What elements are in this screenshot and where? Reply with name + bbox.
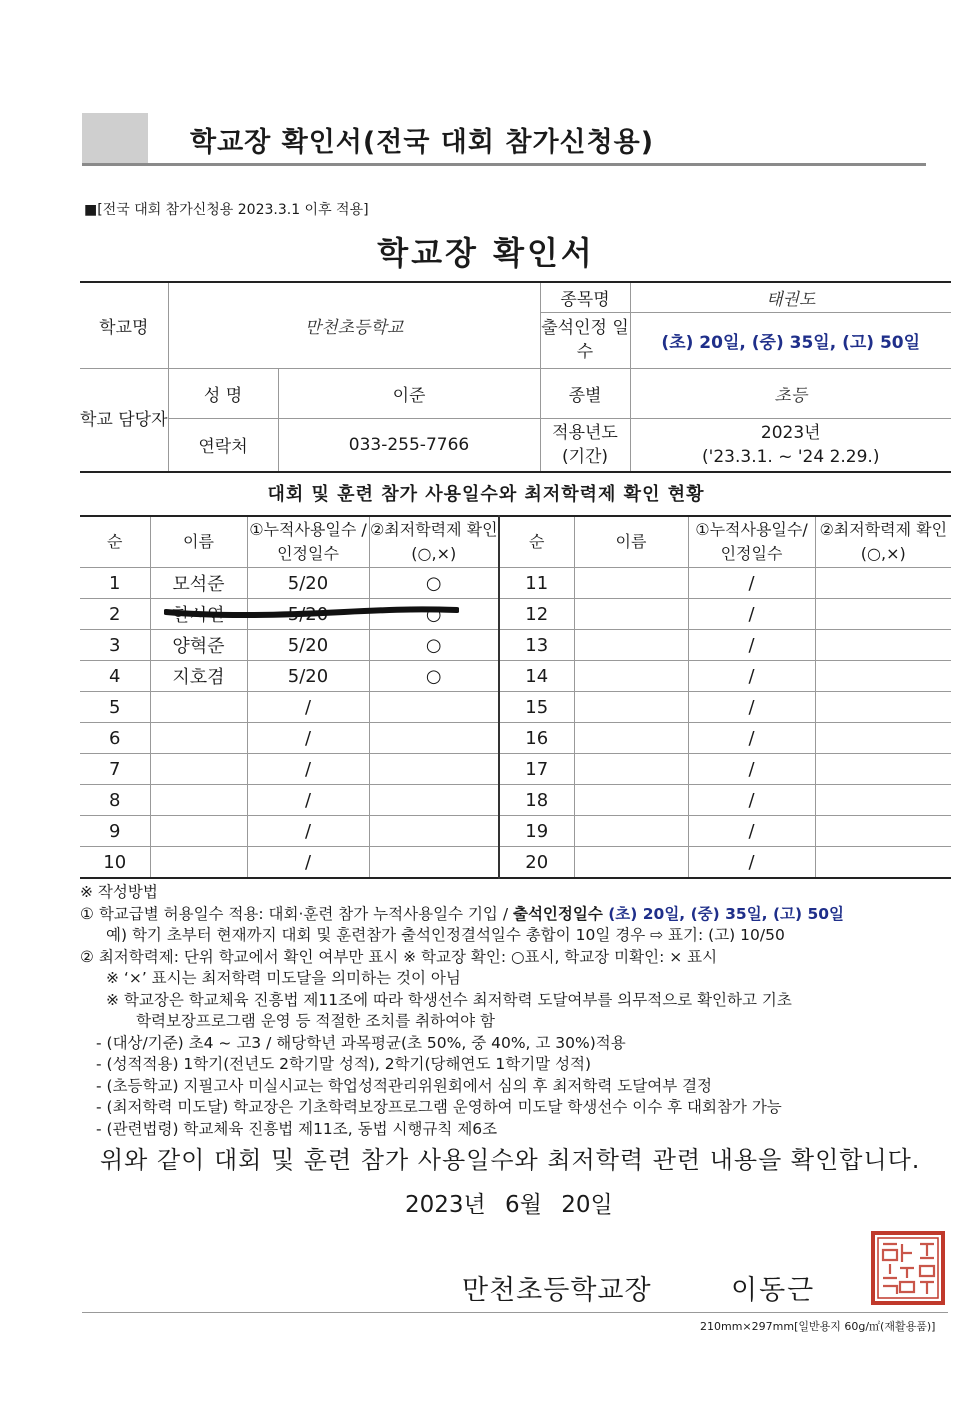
cell-check: ○ [369,599,499,630]
instructions [80,882,960,1140]
paper-spec: 210mm×297mm[일반용지 60g/㎡(재활용품)] [700,1320,936,1333]
cell-no-right: 20 [499,847,574,879]
table-row [80,568,951,599]
issue-date: 2023년 6월 20일 [405,1192,613,1218]
note-1-bold: 출석인정일수 [512,904,609,923]
cell-days-right: / [688,754,815,785]
note-1-blue: (초) 20일, (중) 35일, (고) 50일 [608,904,845,923]
cell-check-right [815,661,951,692]
table-row [80,847,951,879]
cell-check: ○ [369,630,499,661]
cell-no: 3 [80,630,150,661]
cell-days-right: / [688,599,815,630]
note-2-a: ※ ‘×’ 표시는 최저학력 미도달을 의미하는 것이 아님 [106,969,461,987]
cell-check [369,847,499,879]
cell-check [369,723,499,754]
cell-name: 모석준 [150,568,247,599]
note-1-text: ① 학교급별 허용일수 적용: 대회·훈련 참가 누적사용일수 기입 / [80,904,513,923]
cell-check [369,816,499,847]
cell-no: 4 [80,661,150,692]
name-value: 이준 [278,368,540,418]
detail-2: - (성적적용) 1학기(전년도 2학기말 성적), 2학기(당해연도 1학기말 성적) [96,1055,592,1073]
cell-days: / [247,692,369,723]
cell-check-right [815,754,951,785]
header-rule [82,163,926,166]
notes-title: ※ 작성방법 [80,883,158,901]
cell-name-right [574,630,688,661]
cell-name: 한시연 [150,599,247,630]
cell-check-right [815,816,951,847]
attend-value: (초) 20일, (중) 35일, (고) 50일 [630,312,951,368]
cell-days: / [247,847,369,879]
table-row [80,816,951,847]
cell-days-right: / [688,816,815,847]
cell-days: 5/20 [247,630,369,661]
cell-no-right: 15 [499,692,574,723]
table-row [80,692,951,723]
cell-name: 지호겸 [150,661,247,692]
cell-days-right: / [688,661,815,692]
cell-check-right [815,568,951,599]
document-title: 학교장 확인서 [377,234,595,272]
sport-label: 종목명 [540,282,630,312]
cell-days: 5/20 [247,661,369,692]
cell-name-right [574,692,688,723]
cell-no-right: 17 [499,754,574,785]
table-row [80,661,951,692]
school-label: 학교명 [80,282,168,368]
header-no: 순 [80,516,150,568]
cell-days: / [247,816,369,847]
sport-value: 태권도 [630,282,951,312]
table-row [80,630,951,661]
cell-name-right [574,816,688,847]
cell-check: ○ [369,568,499,599]
header-title: 학교장 확인서(전국 대회 참가신청용) [190,127,655,158]
cell-days: / [247,723,369,754]
school-head-title: 만천초등학교장 [462,1275,652,1306]
cell-name-right [574,785,688,816]
header-name-right: 이름 [574,516,688,568]
cell-no: 9 [80,816,150,847]
note-2-b: ※ 학교장은 학교체육 진흥법 제11조에 따라 학생선수 최저학력 도달여부를 의무적으로 확인하고 기초 [106,990,792,1009]
cell-no-right: 14 [499,661,574,692]
contact-value: 033-255-7766 [278,418,540,472]
header-check: ②최저학력제 확인(○,×) [369,516,499,568]
cell-check-right [815,723,951,754]
cell-days: 5/20 [247,599,369,630]
cell-days-right: / [688,723,815,754]
table-row [80,723,951,754]
cell-days-right: / [688,630,815,661]
confirmation-statement: 위와 같이 대회 및 훈련 참가 사용일수와 최저학력 관련 내용을 확인합니다. [100,1146,921,1174]
name-label: 성 명 [168,368,278,418]
header-name: 이름 [150,516,247,568]
note-2-b2: 학력보장프로그램 운영 등 적절한 조치를 취하여야 함 [136,1012,495,1030]
period-text: ('23.3.1. ~ '24 2.29.) [702,446,880,467]
info-table [80,281,951,473]
cell-check [369,692,499,723]
cell-name [150,692,247,723]
cell-no-right: 11 [499,568,574,599]
year-text: 2023년 [760,422,821,443]
cell-check: ○ [369,661,499,692]
note-2: ② 최저학력제: 단위 학교에서 확인 여부만 표시 ※ 학교장 확인: ○표시, 학교장 미확인: × 표시 [80,947,718,966]
section-title: 대회 및 훈련 참가 사용일수와 최저학력제 확인 현황 [267,484,705,505]
header-days: ①누적사용일수 /인정일수 [247,516,369,568]
cell-days: / [247,785,369,816]
header-days-right: ①누적사용일수/ 인정일수 [688,516,815,568]
cell-name [150,723,247,754]
official-seal-icon [870,1230,946,1306]
cell-no: 5 [80,692,150,723]
cell-name [150,754,247,785]
cell-days-right: / [688,847,815,879]
header-gray-box [82,113,148,163]
cell-name-right [574,568,688,599]
detail-1: - (대상/기준) 초4 ~ 고3 / 해당학년 과목평균(초 50%, 중 40%, 고 30%)적용 [96,1033,626,1052]
cell-name-right [574,723,688,754]
detail-5: - (관련법령) 학교체육 진흥법 제11조, 동법 시행규칙 제6조 [96,1119,498,1138]
note-1-example: 예) 학기 초부터 현재까지 대회 및 훈련참가 출석인정결석일수 총합이 10일 경우 ⇨ 표기: (고) 10/50 [106,926,785,944]
cell-days-right: / [688,785,815,816]
type-label: 종별 [540,368,630,418]
manager-label: 학교 담당자 [80,368,168,472]
type-value: 초등 [630,368,951,418]
cell-name [150,816,247,847]
cell-check-right [815,692,951,723]
cell-no: 10 [80,847,150,879]
cell-no: 7 [80,754,150,785]
cell-no: 8 [80,785,150,816]
participant-table [80,515,951,879]
cell-days-right: / [688,568,815,599]
cell-name-right [574,661,688,692]
note-1 [80,904,960,926]
table-row [80,754,951,785]
cell-days-right: / [688,692,815,723]
cell-no-right: 13 [499,630,574,661]
cell-name: 양혁준 [150,630,247,661]
cell-name [150,847,247,879]
strike-through-mark [164,603,459,621]
contact-label: 연락처 [168,418,278,472]
cell-check [369,754,499,785]
detail-4: - (최저학력 미도달) 학교장은 기초학력보장프로그램 운영하여 미도달 학생선수 이수 후 대회참가 가능 [96,1098,782,1116]
attend-label: 출석인정 일수 [540,312,630,368]
cell-no-right: 16 [499,723,574,754]
header-check-right: ②최저학력제 확인(○,×) [815,516,951,568]
footer-rule [82,1312,948,1313]
cell-check-right [815,847,951,879]
cell-no: 2 [80,599,150,630]
application-note: ■[전국 대회 참가신청용 2023.3.1 이후 적용] [84,202,369,218]
cell-days: / [247,754,369,785]
header-no-right: 순 [499,516,574,568]
detail-3: - (초등학교) 지필고사 미실시교는 학업성적관리위원회에서 심의 후 최저학력 도달여부 결정 [96,1076,713,1095]
cell-no-right: 12 [499,599,574,630]
table-row [80,785,951,816]
year-value [630,418,951,472]
cell-name-right [574,754,688,785]
cell-check [369,785,499,816]
cell-name [150,785,247,816]
cell-no: 6 [80,723,150,754]
cell-check-right [815,630,951,661]
principal-name: 이동근 [731,1275,816,1306]
school-name: 만천초등학교 [168,282,540,368]
cell-name-right [574,847,688,879]
year-label: 적용년도 (기간) [540,418,630,472]
cell-no: 1 [80,568,150,599]
cell-name-right [574,599,688,630]
cell-check-right [815,785,951,816]
cell-no-right: 18 [499,785,574,816]
cell-days: 5/20 [247,568,369,599]
cell-no-right: 19 [499,816,574,847]
cell-check-right [815,599,951,630]
